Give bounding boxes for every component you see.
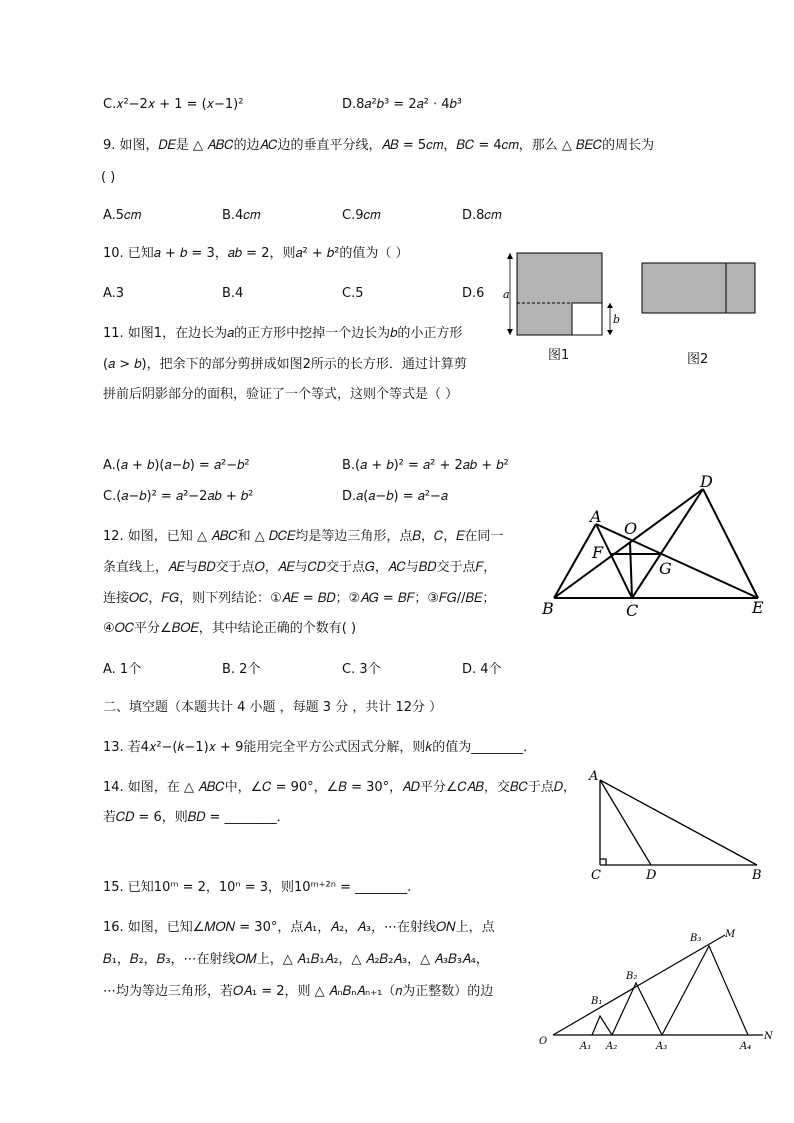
q11-option-b: B.(𝑎 + 𝑏)² = 𝑎² + 2𝑎𝑏 + 𝑏² xyxy=(342,458,509,473)
q14-label-d: D xyxy=(646,868,657,883)
q11-stem-line-2: (𝑎 > 𝑏)，把余下的部分剪拼成如图2所示的长方形．通过计算剪 xyxy=(103,357,467,372)
q16-label-a2: A₂ xyxy=(606,1041,618,1052)
q12-option-b: B. 2个 xyxy=(222,662,261,677)
q12-label-d: D xyxy=(700,472,713,491)
q16-label-a1: A₁ xyxy=(580,1041,592,1052)
q16-stem-line-2: 𝐵₁，𝐵₂，𝐵₃，⋯在射线𝑂𝑀上，△ 𝐴₁𝐵₁𝐴₂，△ 𝐴₂𝐵₂𝐴₃，△ 𝐴₃𝐵₃𝐴₄， xyxy=(103,952,489,967)
q11-figures xyxy=(500,250,770,375)
q10-stem: 10. 已知𝑎 + 𝑏 = 3，𝑎𝑏 = 2，则𝑎² + 𝑏²的值为（ ） xyxy=(103,246,409,261)
q11-label-a: a xyxy=(503,288,510,301)
q11-figure-2 xyxy=(642,263,755,313)
q12-label-o: O xyxy=(624,519,638,538)
q12-stem-line-4: ④𝑂𝐶平分∠𝐵𝑂𝐸，其中结论正确的个数有( ) xyxy=(103,621,357,636)
q9-option-b: B.4𝑐𝑚 xyxy=(222,208,261,223)
q13-stem: 13. 若4𝑥²−(𝑘−1)𝑥 + 9能用完全平方公式因式分解，则𝑘的值为________． xyxy=(103,740,537,755)
q12-label-c: C xyxy=(626,601,639,620)
q14-label-a: A xyxy=(589,769,599,784)
q16-label-n: N xyxy=(764,1031,773,1042)
q10-option-d: D.6 xyxy=(462,286,485,301)
q9-option-a: A.5𝑐𝑚 xyxy=(103,208,142,223)
q16-stem-line-1: 16. 如图，已知∠𝑀𝑂𝑁 = 30°，点𝐴₁，𝐴₂，𝐴₃，⋯在射线𝑂𝑁上，点 xyxy=(103,920,495,935)
q16-label-b3: B₃ xyxy=(690,933,702,944)
q12-stem-line-1: 12. 如图，已知 △ 𝐴𝐵𝐶和 △ 𝐷𝐶𝐸均是等边三角形，点𝐵，𝐶，𝐸在同一 xyxy=(103,529,504,544)
q11-figure-1-caption: 图1 xyxy=(548,348,570,363)
q16-label-a4: A₄ xyxy=(740,1041,752,1052)
q12-label-b: B xyxy=(542,599,554,618)
q11-stem-line-3: 拼前后阴影部分的面积，验证了一个等式，这则个等式是（ ） xyxy=(103,387,459,402)
q9-option-d: D.8𝑐𝑚 xyxy=(462,208,502,223)
q12-option-c: C. 3个 xyxy=(342,662,381,677)
q14-label-b: B xyxy=(752,868,762,883)
q11-option-d: D.𝑎(𝑎−𝑏) = 𝑎²−𝑎 xyxy=(342,489,448,504)
q16-label-b1: B₁ xyxy=(591,996,603,1007)
q9-stem: 9. 如图，𝐷𝐸是 △ 𝐴𝐵𝐶的边𝐴𝐶边的垂直平分线，𝐴𝐵 = 5𝑐𝑚，𝐵𝐶 = 4𝑐𝑚，那么 △ 𝐵𝐸𝐶的周长为 xyxy=(103,138,655,153)
q16-figure xyxy=(535,925,780,1055)
q12-label-a: A xyxy=(590,507,602,526)
q11-label-b: b xyxy=(613,313,621,326)
q11-option-a: A.(𝑎 + 𝑏)(𝑎−𝑏) = 𝑎²−𝑏² xyxy=(103,458,250,473)
q16-stem-line-3: ⋯均为等边三角形，若𝑂𝐴₁ = 2，则 △ 𝐴ₙ𝐵ₙ𝐴ₙ₊₁（𝑛为正整数）的边 xyxy=(103,984,494,999)
q16-label-a3: A₃ xyxy=(656,1041,668,1052)
q9-answer-paren: ( ) xyxy=(101,170,116,185)
q12-label-g: G xyxy=(659,559,672,578)
q12-stem-line-2: 条直线上，𝐴𝐸与𝐵𝐷交于点𝑂，𝐴𝐸与𝐶𝐷交于点𝐺，𝐴𝐶与𝐵𝐷交于点𝐹， xyxy=(103,560,497,575)
q12-label-f: F xyxy=(592,543,604,562)
q12-stem-line-3: 连接𝑂𝐶，𝐹𝐺，则下列结论：①𝐴𝐸 = 𝐵𝐷；②𝐴𝐺 = 𝐵𝐹；③𝐹𝐺//𝐵𝐸； xyxy=(103,591,496,606)
q15-stem: 15. 已知10ᵐ = 2，10ⁿ = 3，则10ᵐ⁺²ⁿ = ________. xyxy=(103,880,412,895)
q8-option-d: D.8𝑎²𝑏³ = 2𝑎² ⋅ 4𝑏³ xyxy=(342,97,463,112)
q16-label-b2: B₂ xyxy=(626,971,638,982)
q14-stem-line-1: 14. 如图，在 △ 𝐴𝐵𝐶中，∠𝐶 = 90°，∠𝐵 = 30°，𝐴𝐷平分∠𝐶𝐴𝐵，交𝐵𝐶于点𝐷， xyxy=(103,780,576,795)
q12-label-e: E xyxy=(752,598,764,617)
q14-stem-line-2: 若𝐶𝐷 = 6，则𝐵𝐷 = ________． xyxy=(103,810,290,825)
q14-figure xyxy=(585,765,775,885)
q12-option-d: D. 4个 xyxy=(462,662,502,677)
q12-option-a: A. 1个 xyxy=(103,662,142,677)
q14-label-c: C xyxy=(591,868,601,883)
q8-option-c: C.𝑥²−2𝑥 + 1 = (𝑥−1)² xyxy=(103,97,244,112)
q16-label-o: O xyxy=(539,1036,548,1047)
q16-label-m: M xyxy=(725,929,736,940)
q10-option-a: A.3 xyxy=(103,286,125,301)
q10-option-b: B.4 xyxy=(222,286,244,301)
q12-figure xyxy=(540,470,780,625)
q11-option-c: C.(𝑎−𝑏)² = 𝑎²−2𝑎𝑏 + 𝑏² xyxy=(103,489,254,504)
q10-option-c: C.5 xyxy=(342,286,364,301)
q11-figure-1 xyxy=(503,253,620,335)
q11-figure-2-caption: 图2 xyxy=(687,352,709,367)
q11-stem-line-1: 11. 如图1，在边长为𝑎的正方形中挖掉一个边长为𝑏的小正方形 xyxy=(103,326,463,341)
q9-option-c: C.9𝑐𝑚 xyxy=(342,208,381,223)
section-fill-in-title: 二、填空题（本题共计 4 小题 ，每题 3 分 ，共计 12分 ） xyxy=(103,700,443,715)
